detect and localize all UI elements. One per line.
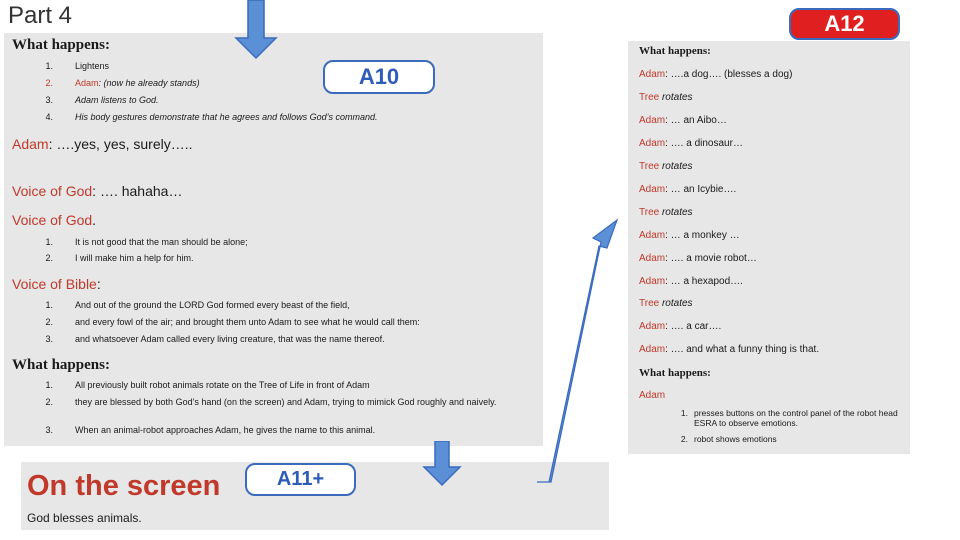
list-item: 2. Adam: (now he already stands) bbox=[45, 78, 200, 88]
right-heading-2: What happens: bbox=[639, 367, 711, 379]
screen-text: God blesses animals. bbox=[27, 511, 142, 525]
list-item: 1. It is not good that the man should be alone; bbox=[45, 237, 248, 247]
right-heading: What happens: bbox=[639, 45, 711, 57]
arrow-diagonal-icon bbox=[529, 216, 629, 486]
list-item: 3. When an animal-robot approaches Adam, he gives the name to this animal. bbox=[45, 425, 376, 435]
left-heading: What happens: bbox=[12, 37, 110, 53]
right-line: Adam: ….a dog…. (blesses a dog) bbox=[639, 69, 793, 80]
voice-god-heading: Voice of God. bbox=[12, 212, 97, 228]
arrow-down-top-icon bbox=[234, 0, 278, 60]
list-item: 2. I will make him a help for him. bbox=[45, 253, 194, 263]
list-item: 3. and whatsoever Adam called every living creature, that was the name thereof. bbox=[45, 334, 385, 344]
voice-god-line: Voice of God: …. hahaha… bbox=[12, 183, 183, 199]
right-line: Adam: …. a car…. bbox=[639, 321, 722, 332]
right-line: Tree rotates bbox=[639, 298, 693, 309]
slide-title: Part 4 bbox=[8, 2, 73, 29]
right-line: Adam: … a hexapod…. bbox=[639, 276, 743, 287]
adam-line: Adam: ….yes, yes, surely….. bbox=[12, 136, 193, 152]
right-line: Adam: …. and what a funny thing is that. bbox=[639, 344, 820, 355]
right-line: Tree rotates bbox=[639, 207, 693, 218]
right-line: Adam: …. a dinosaur… bbox=[639, 138, 743, 149]
right-line: Tree rotates bbox=[639, 92, 693, 103]
right-speaker-adam: Adam bbox=[639, 390, 666, 401]
right-line: Tree rotates bbox=[639, 161, 693, 172]
screen-heading: On the screen bbox=[27, 470, 221, 502]
list-item: 2. and every fowl of the air; and brought them unto Adam to see what he would call them: bbox=[45, 317, 420, 327]
badge-a12: A12 bbox=[789, 8, 900, 40]
list-item: 2. they are blessed by both God’s hand (on the screen) and Adam, trying to mimick God roughly and naively. bbox=[45, 397, 497, 407]
speaker-adam: Adam bbox=[12, 136, 49, 152]
left-steps bbox=[45, 61, 435, 129]
badge-a10: A10 bbox=[323, 60, 435, 94]
list-item: 3. Adam listens to God. bbox=[45, 95, 159, 105]
list-item: 1. All previously built robot animals rotate on the Tree of Life in front of Adam bbox=[45, 380, 370, 390]
list-item: 1. And out of the ground the LORD God formed every beast of the field, bbox=[45, 300, 350, 310]
list-item: 1. Lightens bbox=[45, 61, 110, 71]
right-line: Adam: …. a movie robot… bbox=[639, 253, 757, 264]
list-item: 4. His body gestures demonstrate that he agrees and follows God’s command. bbox=[45, 112, 378, 122]
happens-lines bbox=[45, 380, 515, 442]
badge-a11: A11+ bbox=[245, 463, 356, 496]
list-item: 1. presses buttons on the control panel of the robot head ESRA to observe emotions. bbox=[680, 408, 898, 428]
right-steps bbox=[680, 408, 900, 447]
right-line: Adam: … an Icybie…. bbox=[639, 184, 737, 195]
left-heading-2: What happens: bbox=[12, 357, 110, 373]
list-item: 2. robot shows emotions bbox=[680, 434, 777, 444]
arrow-down-bottom-icon bbox=[420, 441, 464, 487]
bible-lines bbox=[45, 300, 525, 351]
voice-bible-heading: Voice of Bible: bbox=[12, 276, 101, 292]
god-lines bbox=[45, 237, 515, 269]
right-line: Adam: … an Aibo… bbox=[639, 115, 727, 126]
right-line: Adam: … a monkey … bbox=[639, 230, 740, 241]
